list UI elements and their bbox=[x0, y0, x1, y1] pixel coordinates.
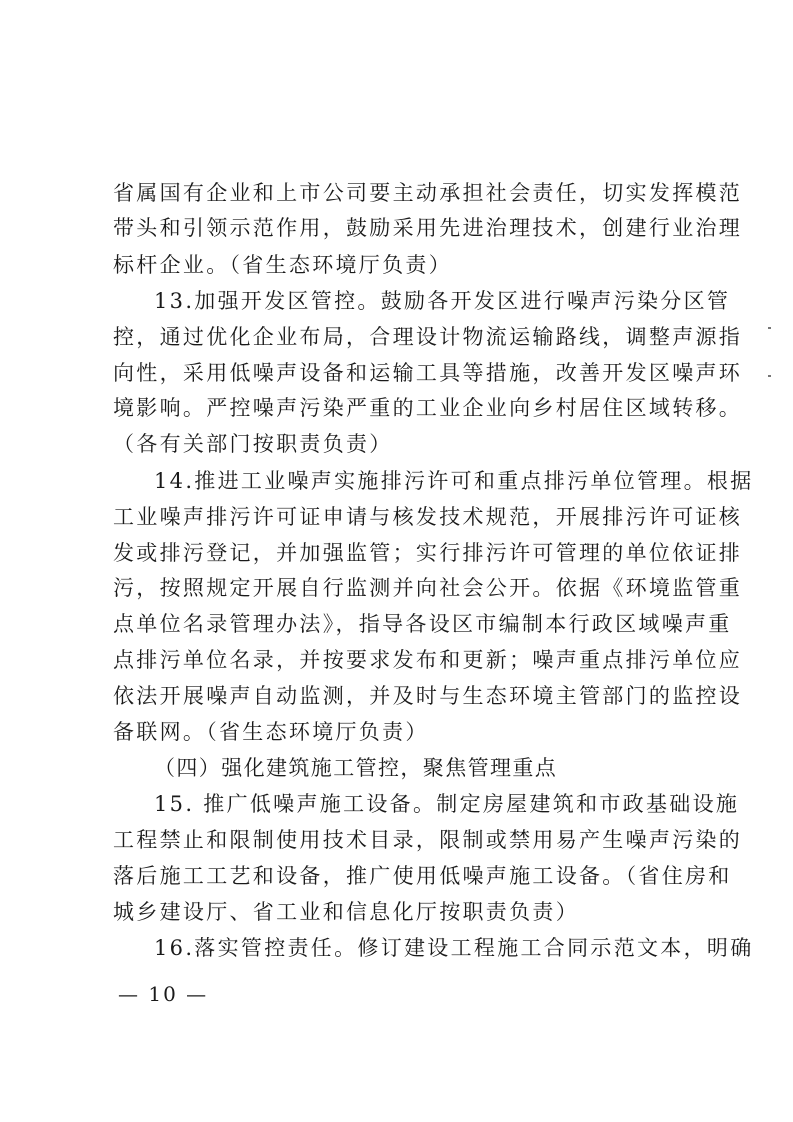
text-line: 向性，采用低噪声设备和运输工具等措施，改善开发区噪声环 bbox=[113, 361, 743, 385]
paragraph-16-start: 16.落实管控责任。修订建设工程施工合同示范文本，明确 bbox=[154, 936, 754, 960]
text-line: 依法开展噪声自动监测，并及时与生态环境主管部门的监控设 bbox=[113, 684, 743, 708]
text-line: 工程禁止和限制使用技术目录，限制或禁用易产生噪声污染的 bbox=[113, 828, 743, 852]
scan-mark bbox=[768, 327, 771, 329]
paragraph-14-start: 14.推进工业噪声实施排污许可和重点排污单位管理。根据 bbox=[154, 469, 754, 493]
text-line: 标杆企业。（省生态环境厅负责） bbox=[113, 253, 452, 277]
text-line: 污，按照规定开展自行监测并向社会公开。依据《环境监管重 bbox=[113, 576, 743, 600]
text-line: 发或排污登记，并加强监管；实行排污许可管理的单位依证排 bbox=[113, 541, 743, 565]
paragraph-15-start: 15. 推广低噪声施工设备。制定房屋建筑和市政基础设施 bbox=[154, 792, 740, 816]
text-line: 落后施工工艺和设备，推广使用低噪声施工设备。（省住房和 bbox=[113, 864, 732, 888]
text-line: 省属国有企业和上市公司要主动承担社会责任，切实发挥模范 bbox=[113, 181, 743, 205]
text-line: 点排污单位名录，并按要求发布和更新；噪声重点排污单位应 bbox=[113, 648, 743, 672]
text-line: 点单位名录管理办法》，指导各设区市编制本行政区域噪声重 bbox=[113, 612, 732, 636]
text-line: （各有关部门按职责负责） bbox=[113, 432, 393, 456]
text-line: 境影响。严控噪声污染严重的工业企业向乡村居住区域转移。 bbox=[113, 396, 743, 420]
paragraph-13-start: 13.加强开发区管控。鼓励各开发区进行噪声污染分区管 bbox=[154, 289, 731, 313]
text-line: 工业噪声排污许可证申请与核发技术规范，开展排污许可证核 bbox=[113, 505, 743, 529]
text-line: 控，通过优化企业布局，合理设计物流运输路线，调整声源指 bbox=[113, 325, 743, 349]
text-line: 带头和引领示范作用，鼓励采用先进治理技术，创建行业治理 bbox=[113, 216, 743, 240]
text-line: 备联网。（省生态环境厅负责） bbox=[113, 720, 429, 744]
text-line: 城乡建设厅、省工业和信息化厅按职责负责） bbox=[113, 900, 579, 924]
section-heading: （四）强化建筑施工管控，聚焦管理重点 bbox=[154, 756, 558, 780]
scan-mark bbox=[768, 375, 771, 377]
page-number: — 10 — bbox=[118, 982, 209, 1006]
